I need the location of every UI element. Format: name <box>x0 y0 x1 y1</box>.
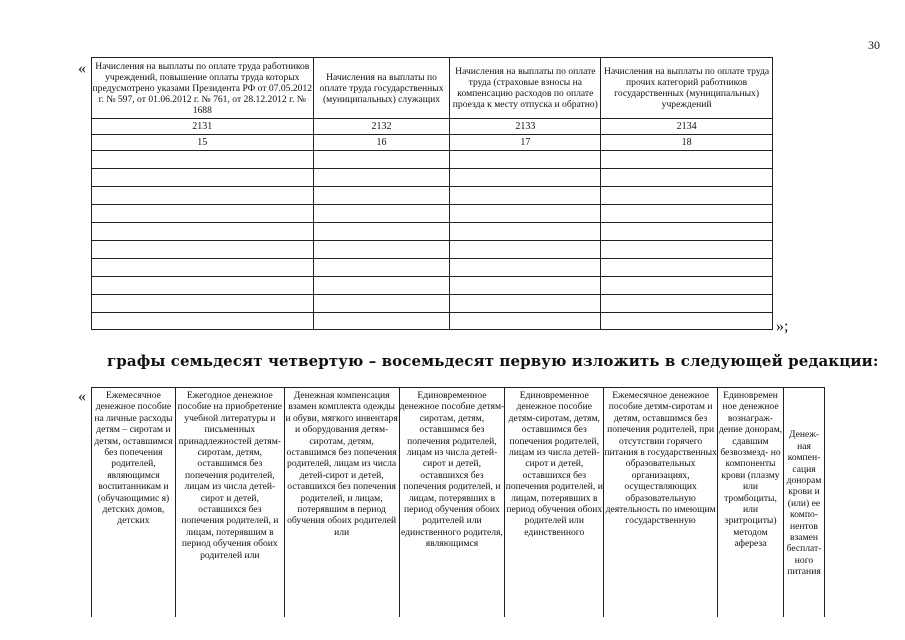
code-cell: 2131 <box>92 119 314 135</box>
code-cell: 2132 <box>313 119 450 135</box>
header-cell: Ежегодное денежное пособие на приобретение учебной литературы и письменных принадлежностей детям-сиротам, детям, оставшимся без попечения родителей, лицам из числа детей-сирот и детей, оставшихся без попечения родителей, и лицам, потерявшим в период обучения обоих родителей или <box>175 388 284 618</box>
table-row <box>92 169 773 187</box>
page-number: 30 <box>868 38 880 52</box>
open-quote-2: « <box>78 388 86 405</box>
open-quote-1: « <box>78 60 86 77</box>
column-number-cell: 18 <box>601 135 773 151</box>
header-cell: Единовременное денежное пособие детям-сиротам, детям, оставшимся без попечения родителей, лицам из числа детей-сирот и детей, оставшихся без попечения родителей, и лицам, потерявших в период обучения обоих родителей или единственного <box>505 388 604 618</box>
close-quote: »; <box>776 318 789 335</box>
code-cell: 2133 <box>450 119 601 135</box>
table-row <box>92 187 773 205</box>
table-row <box>92 277 773 295</box>
header-cell: Единовременное денежное пособие детям-сиротам, детям, оставшимся без попечения родителей, лицам из числа детей-сирот и детей, оставшихся без попечения родителей, и лицам, потерявших в период обучения обоих родителей или единственного родителя, являющимся <box>399 388 505 618</box>
header-cell: Начисления на выплаты по оплате труда работников учреждений, повышение оплаты труда которых предусмотрено указами Президента РФ от 07.05.2012 г. № 597, от 01.06.2012 г. № 761, от 28.12.2012 г. № 1688 <box>92 58 314 119</box>
table-row <box>92 313 773 330</box>
column-number-cell: 16 <box>313 135 450 151</box>
column-number-cell: 15 <box>92 135 314 151</box>
column-number-cell: 17 <box>450 135 601 151</box>
table-row <box>92 295 773 313</box>
header-cell: Ежемесячное денежное пособие детям-сиротам и детям, оставшимся без попечения родителей, при отсутствии горячего питания в государственных образовательных организациях, осуществляющих образовательную деятельность по имеющим государственную <box>604 388 718 618</box>
table-row <box>92 151 773 169</box>
table-row <box>92 223 773 241</box>
header-cell: Начисления на выплаты по оплате труда государственных (муниципальных) служащих <box>313 58 450 119</box>
code-cell: 2134 <box>601 119 773 135</box>
header-cell: Ежемесячное денежное пособие на личные расходы детям – сиротам и детям, оставшимся без попечения родителей, являющимся воспитанникам и (обучающимис я) детских домов, детских <box>92 388 176 618</box>
table-row <box>92 259 773 277</box>
table-benefits <box>91 387 825 617</box>
table-row <box>92 205 773 223</box>
header-cell: Денежная компенсация взамен комплекта одежды и обуви, мягкого инвентаря и оборудования детям-сиротам, детям, оставшимся без попечения родителей, лицам из числа детей-сирот и детей, оставшихся без попечения родителей, и лицам, потерявшим в период обучения обоих родителей или <box>284 388 399 618</box>
header-cell: Денеж- ная компен- сация донорам крови и (или) ее компо- нентов взамен бесплат- ного питания <box>783 388 824 618</box>
header-cell: Начисления на выплаты по оплате труда (страховые взносы на компенсацию расходов по оплате проезда к месту отпуска и обратно) <box>450 58 601 119</box>
header-cell: Единовремен ное денежное вознаграж- дение донорам, сдавшим безвозмезд- но компоненты крови (плазму или тромбоциты, или эритроциты) методом афереза <box>718 388 784 618</box>
instruction-text: графы семьдесят четвертую – восемьдесят первую изложить в следующей редакции: <box>107 352 879 370</box>
table-row <box>92 241 773 259</box>
header-cell: Начисления на выплаты по оплате труда прочих категорий работников государственных (муниципальных) учреждений <box>601 58 773 119</box>
table-accruals <box>91 57 773 330</box>
